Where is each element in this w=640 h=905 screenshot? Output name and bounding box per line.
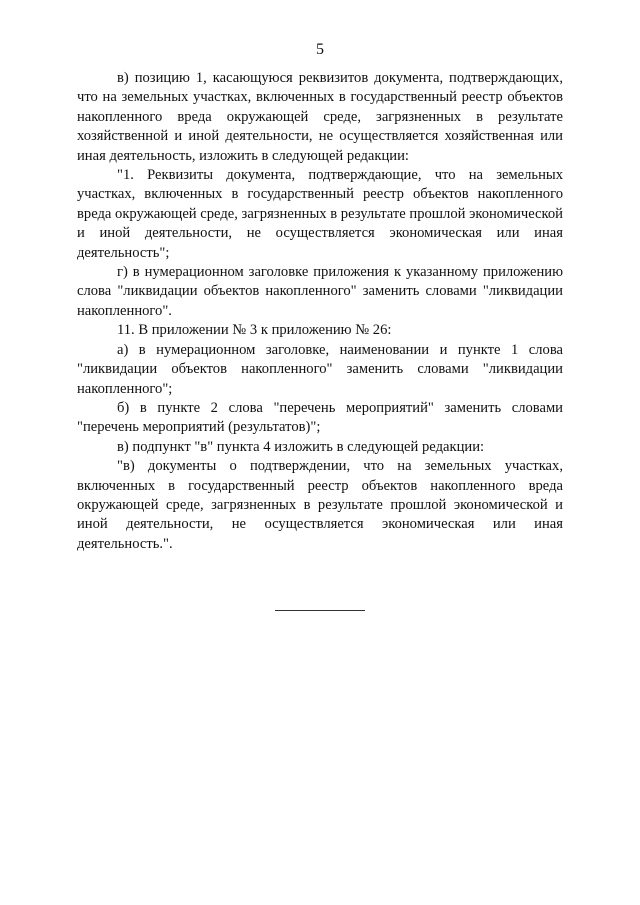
document-body <box>77 69 563 554</box>
end-divider <box>275 610 365 611</box>
paragraph-quote-1: "1. Реквизиты документа, подтверждающие, что на земельных участках, включенных в государственный реестр объектов накопленного вреда окружающей среде, загрязненных в результате прошлой экономической и иной деятельности, не осуществляется экономическая или иная деятельность"; <box>77 167 563 261</box>
paragraph-quote-v: "в) документы о подтверждении, что на земельных участках, включенных в государственный реестр объектов накопленного вреда окружающей среде, загрязненных в результате прошлой экономической и иной деятельности, не осуществляется экономическая или иная деятельность.". <box>77 458 563 552</box>
page-number: 5 <box>316 41 324 58</box>
paragraph-g-heading: г) в нумерационном заголовке приложения к указанному приложению слова "ликвидации объектов накопленного" заменить словами "ликвидации накопленного". <box>77 264 563 319</box>
paragraph-v-subitem: в) подпункт "в" пункта 4 изложить в следующей редакции: <box>117 438 485 455</box>
paragraph-11: 11. В приложении № 3 к приложению № 26: <box>117 322 392 339</box>
paragraph-v-position-1: в) позицию 1, касающуюся реквизитов документа, подтверждающих, что на земельных участках, включенных в государственный реестр объектов накопленного вреда окружающей среде, загрязненных в результате хозяйственной и иной деятельности, не осуществляется хозяйственная или иная деятельность, изложить в следующей редакции: <box>77 70 563 164</box>
paragraph-b: б) в пункте 2 слова "перечень мероприятий" заменить словами "перечень мероприятий (результатов)"; <box>77 399 563 436</box>
paragraph-a: а) в нумерационном заголовке, наименовании и пункте 1 слова "ликвидации объектов накопленного" заменить словами "ликвидации накопленного"; <box>77 341 563 397</box>
